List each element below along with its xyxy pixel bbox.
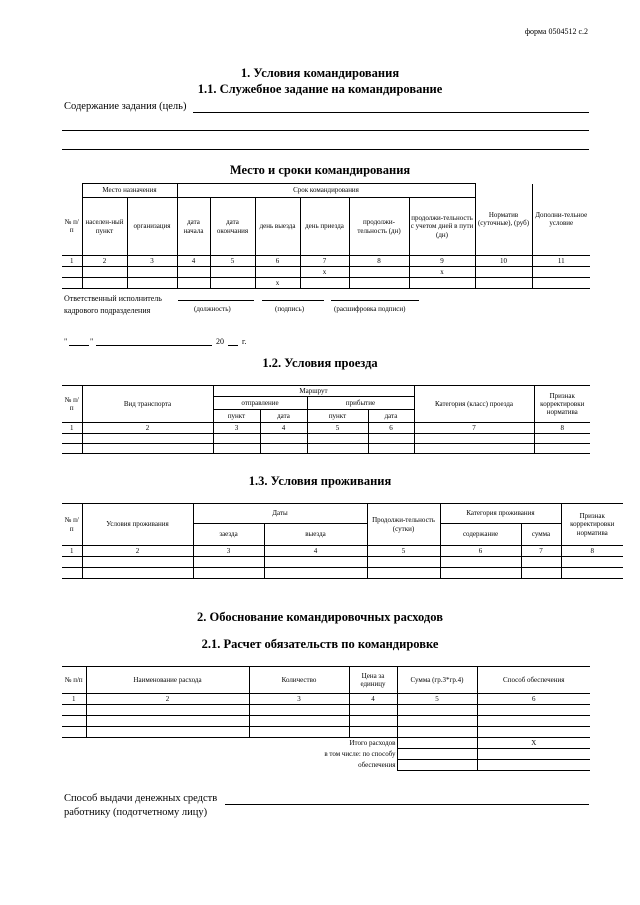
task-label: Содержание задания (цель) [64, 101, 187, 112]
num-cell: 4 [177, 256, 210, 267]
date-close-quote: " [90, 337, 94, 346]
table-row[interactable] [62, 267, 590, 278]
date-suffix: г. [242, 337, 247, 346]
total-x-cell: X [477, 738, 590, 749]
num-cell: 3 [127, 256, 177, 267]
col-num-header: № п/п [62, 386, 82, 423]
col-name-header: Наименование расхода [86, 667, 249, 694]
incl-method-cell[interactable] [477, 749, 590, 760]
group-depart-header: отправление [213, 397, 307, 410]
col-sum-header: сумма [521, 524, 561, 546]
num-cell: 5 [397, 694, 477, 705]
col-locality-header: населен-ный пункт [82, 198, 127, 256]
responsible-label-line-1: Ответственный исполнитель [64, 294, 162, 303]
signature-line[interactable] [262, 300, 324, 301]
col-point-header: пункт [213, 410, 260, 423]
col-start-header: дата начала [177, 198, 210, 256]
col-extra-header: Дополни-тельное условие [532, 184, 590, 256]
task-input-line-2[interactable] [62, 130, 589, 131]
col-num-header: № п/п [62, 504, 82, 546]
col-point-header: пункт [307, 410, 368, 423]
group-dates-header: Даты [193, 504, 367, 524]
incl-sum-cell[interactable] [397, 749, 477, 760]
num-cell: 5 [307, 423, 368, 434]
section-1-2-title: 1.2. Условия проезда [262, 356, 378, 370]
date-year-line[interactable] [228, 345, 238, 346]
num-cell: 9 [409, 256, 475, 267]
position-caption: (должность) [194, 305, 231, 313]
table-row[interactable] [62, 557, 623, 568]
col-org-header: организация [127, 198, 177, 256]
num-cell: 1 [62, 694, 86, 705]
num-cell: 6 [477, 694, 590, 705]
num-cell: 8 [534, 423, 590, 434]
col-duration-header: Продолжи-тельность (сутки) [367, 504, 440, 546]
num-cell: 1 [62, 256, 82, 267]
num-cell: 2 [86, 694, 249, 705]
section-1-title: 1. Условия командирования [240, 66, 400, 80]
table-row[interactable] [62, 727, 590, 738]
section-2-1-title: 2.1. Расчет обязательств по командировке [201, 637, 439, 651]
num-cell: 2 [82, 423, 213, 434]
group-term-header: Срок командирования [177, 184, 475, 198]
incl-method-cell-2[interactable] [477, 760, 590, 771]
col-correction-header: Признак корректировки норматива [561, 504, 623, 546]
total-sum-cell[interactable] [397, 738, 477, 749]
num-cell: 7 [521, 546, 561, 557]
num-header-top [62, 184, 82, 198]
group-arrive-header: прибытие [307, 397, 414, 410]
col-num-header: № п/п [62, 667, 86, 694]
col-date-header: дата [368, 410, 414, 423]
date-open-quote: " [64, 337, 68, 346]
num-cell: 4 [264, 546, 367, 557]
col-conditions-header: Условия проживания [82, 504, 193, 546]
col-sum-header: Сумма (гр.3*гр.4) [397, 667, 477, 694]
date-month-line[interactable] [96, 345, 212, 346]
num-cell: 3 [193, 546, 264, 557]
form-code: форма 0504512 с.2 [524, 27, 588, 36]
num-cell: 2 [82, 546, 193, 557]
col-arrive-header: день приезда [300, 198, 349, 256]
payout-label-2: работнику (подотчетному лицу) [64, 807, 208, 818]
col-norm-header: Норматив (суточные), (руб) [475, 184, 532, 256]
col-correction-header: Признак корректировки норматива [534, 386, 590, 423]
decoding-caption: (расшифровка подписи) [334, 305, 406, 313]
num-cell: 2 [82, 256, 127, 267]
incl-label: в том числе: по способу [324, 749, 396, 758]
place-terms-table [62, 183, 590, 289]
num-cell: 6 [368, 423, 414, 434]
col-category-header: Категория (класс) проезда [414, 386, 534, 423]
col-method-header: Способ обеспечения [477, 667, 590, 694]
num-cell: 1 [62, 546, 82, 557]
num-cell: 7 [300, 256, 349, 267]
col-depart-header: день выезда [255, 198, 300, 256]
position-line[interactable] [178, 300, 254, 301]
payout-input-line[interactable] [225, 804, 589, 805]
table-row[interactable] [62, 434, 590, 444]
date-year-prefix: 20 [216, 337, 224, 346]
incl-sum-cell-2[interactable] [397, 760, 477, 771]
col-checkin-header: заезда [193, 524, 264, 546]
num-cell: 8 [349, 256, 409, 267]
group-category-header: Категория проживания [440, 504, 561, 524]
num-cell: 11 [532, 256, 590, 267]
arrive-x-cell: x [300, 267, 349, 278]
section-1-1-title: 1.1. Служебное задание на командирование [197, 82, 443, 96]
num-cell: 10 [475, 256, 532, 267]
col-end-header: дата окончания [210, 198, 255, 256]
task-input-line-1[interactable] [193, 112, 589, 113]
col-transport-header: Вид транспорта [82, 386, 213, 423]
num-cell: 7 [414, 423, 534, 434]
col-duration-header: продолжи-тельность (дн) [349, 198, 409, 256]
table-row[interactable] [62, 716, 590, 727]
depart-x-cell: x [255, 278, 300, 289]
accommodation-table [62, 503, 623, 579]
col-checkout-header: выезда [264, 524, 367, 546]
table-row[interactable] [62, 568, 623, 579]
total-label: Итого расходов [349, 739, 396, 748]
expenses-table [62, 666, 590, 771]
travel-table [62, 385, 590, 454]
num-cell: 6 [255, 256, 300, 267]
table-row[interactable] [62, 278, 590, 289]
incl-label-2: обеспечения [358, 760, 396, 769]
col-content-header: содержание [440, 524, 521, 546]
num-cell: 4 [349, 694, 397, 705]
num-cell: 5 [210, 256, 255, 267]
col-num-header: № п/п [62, 198, 82, 256]
num-cell: 8 [561, 546, 623, 557]
section-2-title: 2. Обоснование командировочных расходов [197, 610, 443, 624]
signature-caption: (подпись) [275, 305, 305, 313]
table-row[interactable] [62, 705, 590, 716]
responsible-label [64, 293, 162, 317]
num-cell: 3 [213, 423, 260, 434]
payout-label-1: Способ выдачи денежных средств [64, 793, 218, 804]
num-cell: 6 [440, 546, 521, 557]
group-place-header: Место назначения [82, 184, 177, 198]
task-input-line-3[interactable] [62, 149, 589, 150]
col-duration-road-header: продолжи-тельность с учетом дней в пути (дн) [409, 198, 475, 256]
table-row[interactable] [62, 444, 590, 454]
col-qty-header: Количество [249, 667, 349, 694]
col-date-header: дата [260, 410, 307, 423]
road-x-cell: x [409, 267, 475, 278]
num-cell: 1 [62, 423, 82, 434]
num-cell: 5 [367, 546, 440, 557]
num-cell: 4 [260, 423, 307, 434]
place-terms-title: Место и сроки командирования [229, 163, 411, 177]
num-cell: 3 [249, 694, 349, 705]
col-price-header: Цена за единицу [349, 667, 397, 694]
date-day-line[interactable] [69, 345, 89, 346]
group-route-header: Маршрут [213, 386, 414, 397]
section-1-3-title: 1.3. Условия проживания [248, 474, 392, 488]
decoding-line[interactable] [331, 300, 419, 301]
responsible-label-line-2: кадрового подразделения [64, 306, 151, 315]
